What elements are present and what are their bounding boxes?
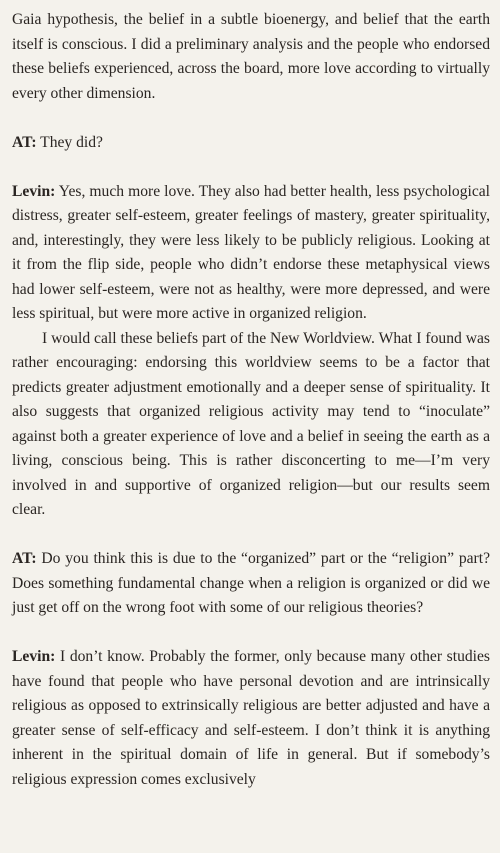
paragraph-levin-answer-2: [12, 645, 490, 792]
speaker-label-levin: Levin:: [12, 648, 56, 665]
paragraph-at-question-2: [12, 547, 490, 621]
paragraph-at-question-1: [12, 131, 490, 156]
paragraph-text: I would call these beliefs part of the New Worldview. What I found was rather encouraging: endorsing this worldview seems to be a factor that predicts greater adjustment emotionally and a deeper sense of spirituality. It also suggests that organized religious activity may tend to “inoculate” against both a greater experience of love and a belief in seeing the earth as a living, conscious being. This is rather disconcerting to me—I’m very involved in and supportive of organized religion—but our results seem clear.: [12, 329, 490, 518]
paragraph-text: Do you think this is due to the “organized” part or the “religion” part? Does something fundamental change when a religion is organized or did we just get off on the wrong foot with some of our religious theories?: [12, 550, 490, 616]
paragraph-text: Yes, much more love. They also had better health, less psychological distress, greater self-esteem, greater feelings of mastery, greater spirituality, and, interestingly, they were less likely to be publicly religious. Looking at it from the flip side, people who didn’t endorse these metaphysical views had lower self-esteem, were not as healthy, were more depressed, and were less spiritual, but were more active in organized religion.: [12, 182, 490, 322]
speaker-label-at: AT:: [12, 550, 37, 567]
paragraph-gaia-beliefs: [12, 8, 490, 106]
paragraph-new-worldview: [12, 327, 490, 523]
book-page: [12, 8, 490, 792]
speaker-label-levin: Levin:: [12, 182, 56, 200]
paragraph-levin-answer-1: [12, 180, 490, 327]
speaker-label-at: AT:: [12, 133, 37, 151]
paragraph-text: They did?: [36, 133, 103, 151]
paragraph-text: I don’t know. Probably the former, only because many other studies have found that people who have personal devotion and are intrinsically religious as opposed to extrinsically religious are better adjusted and have a greater sense of self-efficacy and self-esteem. I don’t think it is anything inherent in the spiritual domain of life in general. But if somebody’s religious expression comes exclusively: [12, 648, 490, 788]
paragraph-text: Gaia hypothesis, the belief in a subtle bioenergy, and belief that the earth itself is conscious. I did a preliminary analysis and the people who endorsed these beliefs experienced, across the board, more love according to virtually every other dimension.: [12, 11, 490, 102]
